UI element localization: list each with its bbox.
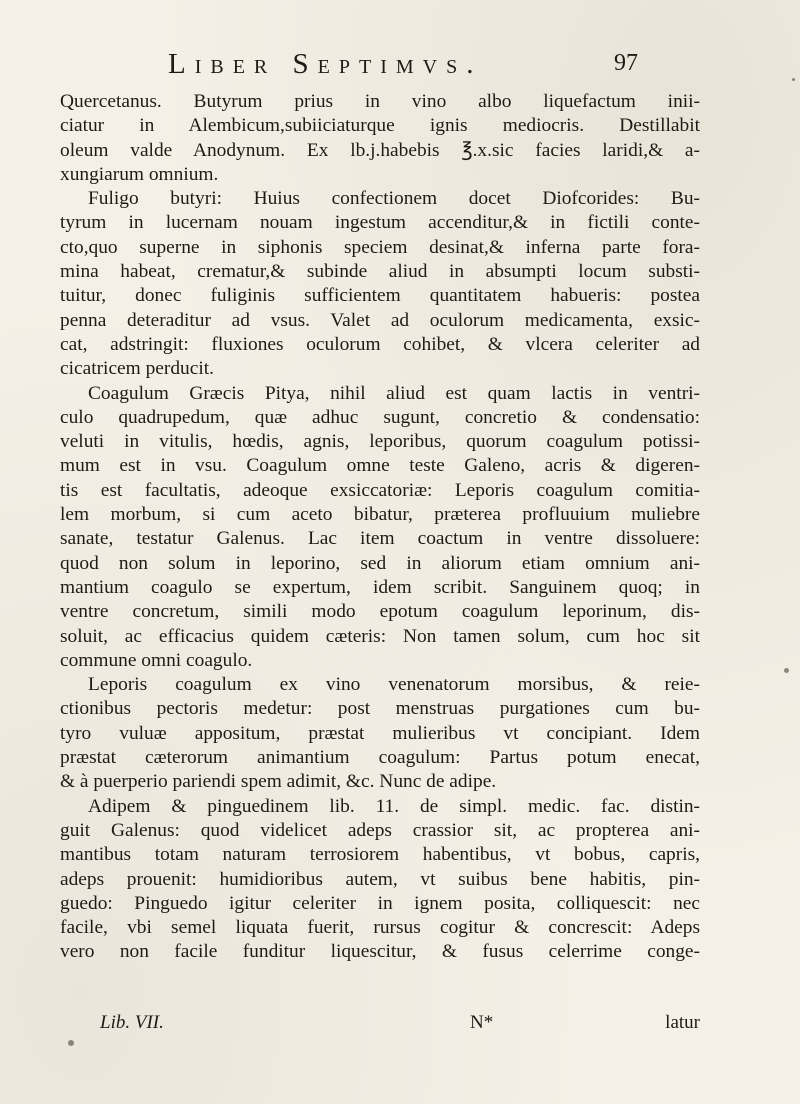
text-line: tyrum in lucernam nouam ingestum accenditur,& in fictili conte- [60, 212, 700, 234]
gathering-signature: N* [470, 1012, 494, 1033]
text-line: ctionibus pectoris medetur: post menstruas purgationes cum bu- [60, 698, 700, 720]
text-line: quod non solum in leporino, sed in aliorum etiam omnium ani- [60, 552, 700, 574]
ink-spot [792, 78, 795, 81]
text-line: Fuligo butyri: Huius confectionem docet Diofcorides: Bu- [88, 188, 700, 210]
text-line: lem morbum, si cum aceto bibatur, præterea profluuium muliebre [60, 504, 700, 526]
text-line: tuitur, donec fuliginis sufficientem quantitatem habueris: postea [60, 285, 700, 307]
text-line: guit Galenus: quod videlicet adeps crassior sit, ac propterea ani- [60, 819, 700, 841]
ink-spot [68, 1040, 74, 1046]
text-line: cicatricem perducit. [60, 358, 214, 380]
text-line: Adipem & pinguedinem lib. 11. de simpl. medic. fac. distin- [88, 795, 700, 817]
text-line: vero non facile funditur liquescitur, & fusus celerrime conge- [60, 941, 700, 963]
text-line: tyro vuluæ appositum, præstat mulieribus vt concipiant. Idem [60, 722, 700, 744]
text-line: Leporis coagulum ex vino venenatorum morsibus, & reie- [88, 674, 700, 696]
page-header [168, 44, 638, 84]
text-line: cto,quo superne in siphonis speciem desinat,& inferna parte fora- [60, 236, 700, 258]
text-line: mina habeat, crematur,& subinde aliud in absumpti locum substi- [60, 261, 700, 283]
text-line: guedo: Pinguedo igitur celeriter in ignem posita, colliquescit: nec [60, 892, 700, 914]
text-line: facile, vbi semel liquata fuerit, rursus cogitur & concrescit: Adeps [60, 917, 700, 939]
text-line: xungiarum omnium. [60, 163, 219, 185]
text-line: mantibus totam naturam terrosiorem habentibus, vt bobus, capris, [60, 844, 700, 866]
text-line: præstat cæterorum animantium coagulum: Partus potum enecat, [60, 747, 700, 769]
text-line: veluti in vitulis, hœdis, agnis, leporibus, quorum coagulum potissi- [60, 431, 700, 453]
text-line: oleum valde Anodynum. Ex lb.j.habebis ℥.x.sic facies laridi,& a- [60, 139, 700, 161]
text-line: soluit, ac efficacius quidem cæteris: Non tamen solum, cum hoc sit [60, 625, 700, 647]
text-line: ventre concretum, simili modo epotum coagulum leporinum, dis- [60, 601, 700, 623]
text-line: culo quadrupedum, quæ adhuc sugunt, concretio & condensatio: [60, 406, 700, 428]
text-line: mantium coagulo se expertum, idem scribit. Sanguinem quoq; in [60, 576, 700, 598]
text-line: adeps prouenit: humidioribus autem, vt suibus bene habitis, pin- [60, 868, 700, 890]
catchword: latur [665, 1012, 700, 1033]
text-line: tis est facultatis, adeoque exsiccatoriæ: Leporis coagulum comitia- [60, 479, 700, 501]
text-line: commune omni coagulo. [60, 649, 253, 671]
page-footer [100, 1012, 700, 1042]
text-line: Quercetanus. Butyrum prius in vino albo liquefactum inii- [60, 91, 700, 112]
running-title: Liber Septimvs. [168, 48, 483, 80]
page-number: 97 [614, 50, 638, 76]
body-text [60, 90, 700, 965]
ink-spot [784, 668, 789, 673]
text-line: penna deteraditur ad vsus. Valet ad oculorum medicamenta, exsic- [60, 309, 700, 331]
text-line: ciatur in Alembicum,subiiciaturque ignis mediocris. Destillabit [60, 115, 700, 137]
text-line: mum est in vsu. Coagulum omne teste Galeno, acris & digeren- [60, 455, 700, 477]
text-line: sanate, testatur Galenus. Lac item coactum in ventre dissoluere: [60, 528, 700, 550]
text-line: & à puerperio pariendi spem adimit, &c. Nunc de adipe. [60, 771, 497, 793]
text-line: cat, adstringit: fluxiones oculorum cohibet, & vlcera celeriter ad [60, 333, 700, 355]
text-line: Coagulum Græcis Pitya, nihil aliud est quam lactis in ventri- [88, 382, 700, 404]
volume-signature: Lib. VII. [100, 1012, 164, 1033]
